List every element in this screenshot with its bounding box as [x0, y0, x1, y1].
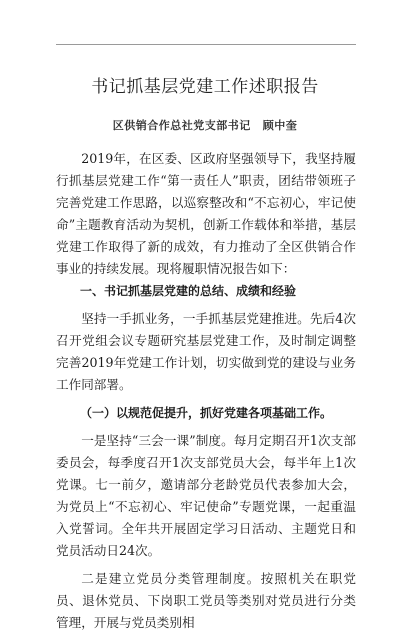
document-body: [56, 148, 356, 634]
paragraph-item-1: 一是坚持“三会一课”制度。每月定期召开1次支部委员会，每季度召开1次支部党员大会，每半年上1次党课。七一前夕，邀请部分老龄党员代表参加大会，为党员上“不忘初心、牢记使命”专题党课，一起重温入党誓词。全年共开展固定学习日活动、主题党日和党员活动日24次。: [56, 433, 356, 558]
section-heading-1: 一、书记抓基层党建的总结、成绩和经验: [80, 284, 297, 298]
header-rule: [56, 44, 356, 45]
author-line: [0, 117, 410, 133]
document-title: 书记抓基层党建工作述职报告: [91, 77, 319, 97]
author-org: 区供销合作总社党支部书记: [112, 119, 251, 132]
subsection-heading-1: （一）以规范促提升，抓好党建各项基础工作。: [80, 406, 333, 420]
author-name: 顾中奎: [262, 119, 298, 132]
paragraph-item-2: 二是建立党员分类管理制度。按照机关在职党员、退休党员、下岗职工党员等类别对党员进行分类管理，开展与党员类别相: [56, 571, 356, 630]
paragraph-intro: 2019年，在区委、区政府坚强领导下，我坚持履行抓基层党建工作“第一责任人”职责，团结带领班子完善党建工作思路，以巡察整改和“不忘初心，牢记使命”主题教育活动为契机，创新工作载体和举措，基层党建工作取得了新的成效，有力推动了全区供销合作事业的持续发展。现将履职情况报告如下：: [56, 151, 356, 276]
paragraph-section-1: 坚持一手抓业务，一手抓基层党建推进。先后4次召开党组会议专题研究基层党建工作，及时制定调整完善2019年党建工作计划，切实做到党的建设与业务工作同部署。: [56, 311, 356, 392]
